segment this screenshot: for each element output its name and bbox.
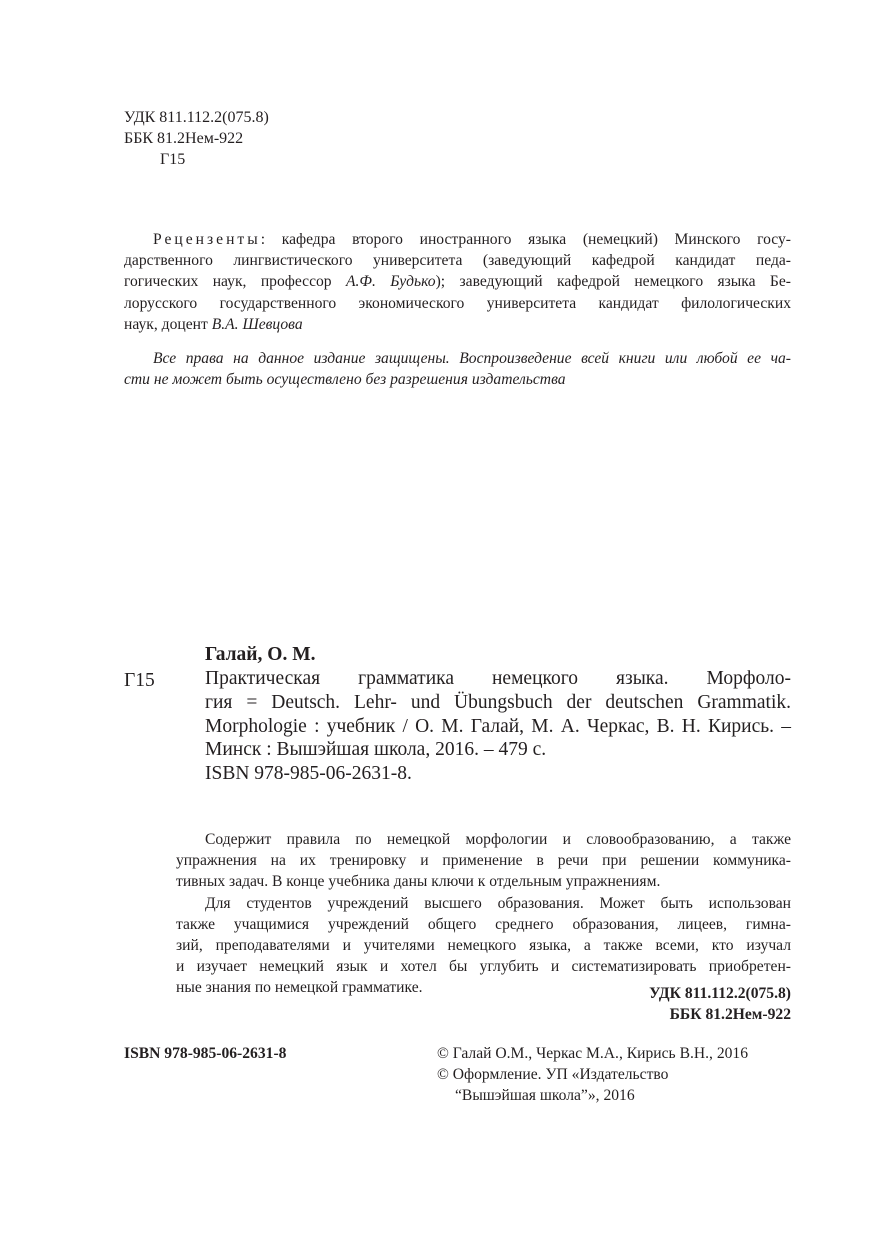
reviewers-line: Рецензенты: кафедра второго иностранного языка (немецкий) Минского госу- (153, 231, 791, 248)
bib-line: Минск : Вышэйшая школа, 2016. – 479 с. (205, 739, 547, 761)
reviewers-line: дарственного лингвистического университета (заведующий кафедрой кандидат педа- (124, 252, 791, 270)
bottom-udk: УДК 811.112.2(075.8) (649, 985, 791, 1002)
annotation (176, 829, 791, 999)
annotation-line: упражнения на их тренировку и применение в речи при решении коммуника- (176, 852, 791, 870)
annotation-line: и изучает немецкий язык и хотел бы углубить и систематизировать приобретен- (176, 958, 791, 976)
annotation-line: также учащимися учреждений общего среднего образования, лицеев, гимна- (176, 915, 791, 933)
bbk-code: ББК 81.2Нем-922 (124, 130, 244, 147)
reviewer-name: В.А. Шевцова (211, 315, 303, 333)
rights-line: сти не может быть осуществлено без разрешения издательства (124, 371, 566, 389)
copyright-publisher: “Вышэйшая школа”», 2016 (455, 1087, 635, 1105)
copyright-authors: © Галай О.М., Черкас М.А., Кирись В.Н., 2016 (437, 1045, 749, 1062)
reviewer-name: А.Ф. Будько (345, 273, 436, 291)
bib-line: Практическая грамматика немецкого языка. Морфоло- (205, 668, 791, 689)
reviewers-line: гогических наук, профессор А.Ф. Будько); заведующий кафедрой немецкого языка Бе- (124, 273, 791, 291)
copyright-design: © Оформление. УП «Издательство (437, 1066, 669, 1084)
reviewers-paragraph (124, 229, 791, 335)
reviewers-line: лорусского государственного экономического университета кандидат филологических (124, 294, 791, 312)
annotation-line: Содержит правила по немецкой морфологии и словообразованию, а также (205, 831, 791, 848)
udk-code: УДК 811.112.2(075.8) (124, 109, 269, 126)
bottom-codes (649, 983, 791, 1025)
copyright-block (437, 1043, 748, 1107)
catalog-codes (124, 107, 269, 170)
bib-mark: Г15 (124, 670, 155, 691)
annotation-line: Для студентов учреждений высшего образования. Может быть использован (205, 894, 791, 912)
rights-notice (124, 348, 791, 390)
author-mark: Г15 (160, 151, 186, 168)
annotation-line: зий, преподавателями и учителями немецкого языка, а также всеми, кто изучал (176, 937, 791, 955)
bib-line: гия = Deutsch. Lehr- und Übungsbuch der deutschen Grammatik. (205, 691, 791, 713)
bibliographic-record (205, 667, 791, 786)
annotation-line: тивных задач. В конце учебника даны ключи к отдельным упражнениям. (176, 873, 661, 891)
bib-line: Morphologie : учебник / О. М. Галай, М. А. Черкас, В. Н. Кирись. – (205, 715, 791, 737)
reviewers-line: наук, доцент В.А. Шевцова (124, 315, 303, 333)
book-author: Галай, О. М. (205, 644, 316, 665)
reviewers-label: Рецензенты (153, 231, 261, 248)
rights-line: Все права на данное издание защищены. Воспроизведение всей книги или любой ее ча- (153, 350, 791, 367)
bib-isbn: ISBN 978-985-06-2631-8. (205, 763, 412, 785)
isbn: ISBN 978-985-06-2631-8 (124, 1045, 287, 1062)
annotation-line: ные знания по немецкой грамматике. (176, 979, 423, 997)
bottom-bbk: ББК 81.2Нем-922 (669, 1006, 791, 1024)
